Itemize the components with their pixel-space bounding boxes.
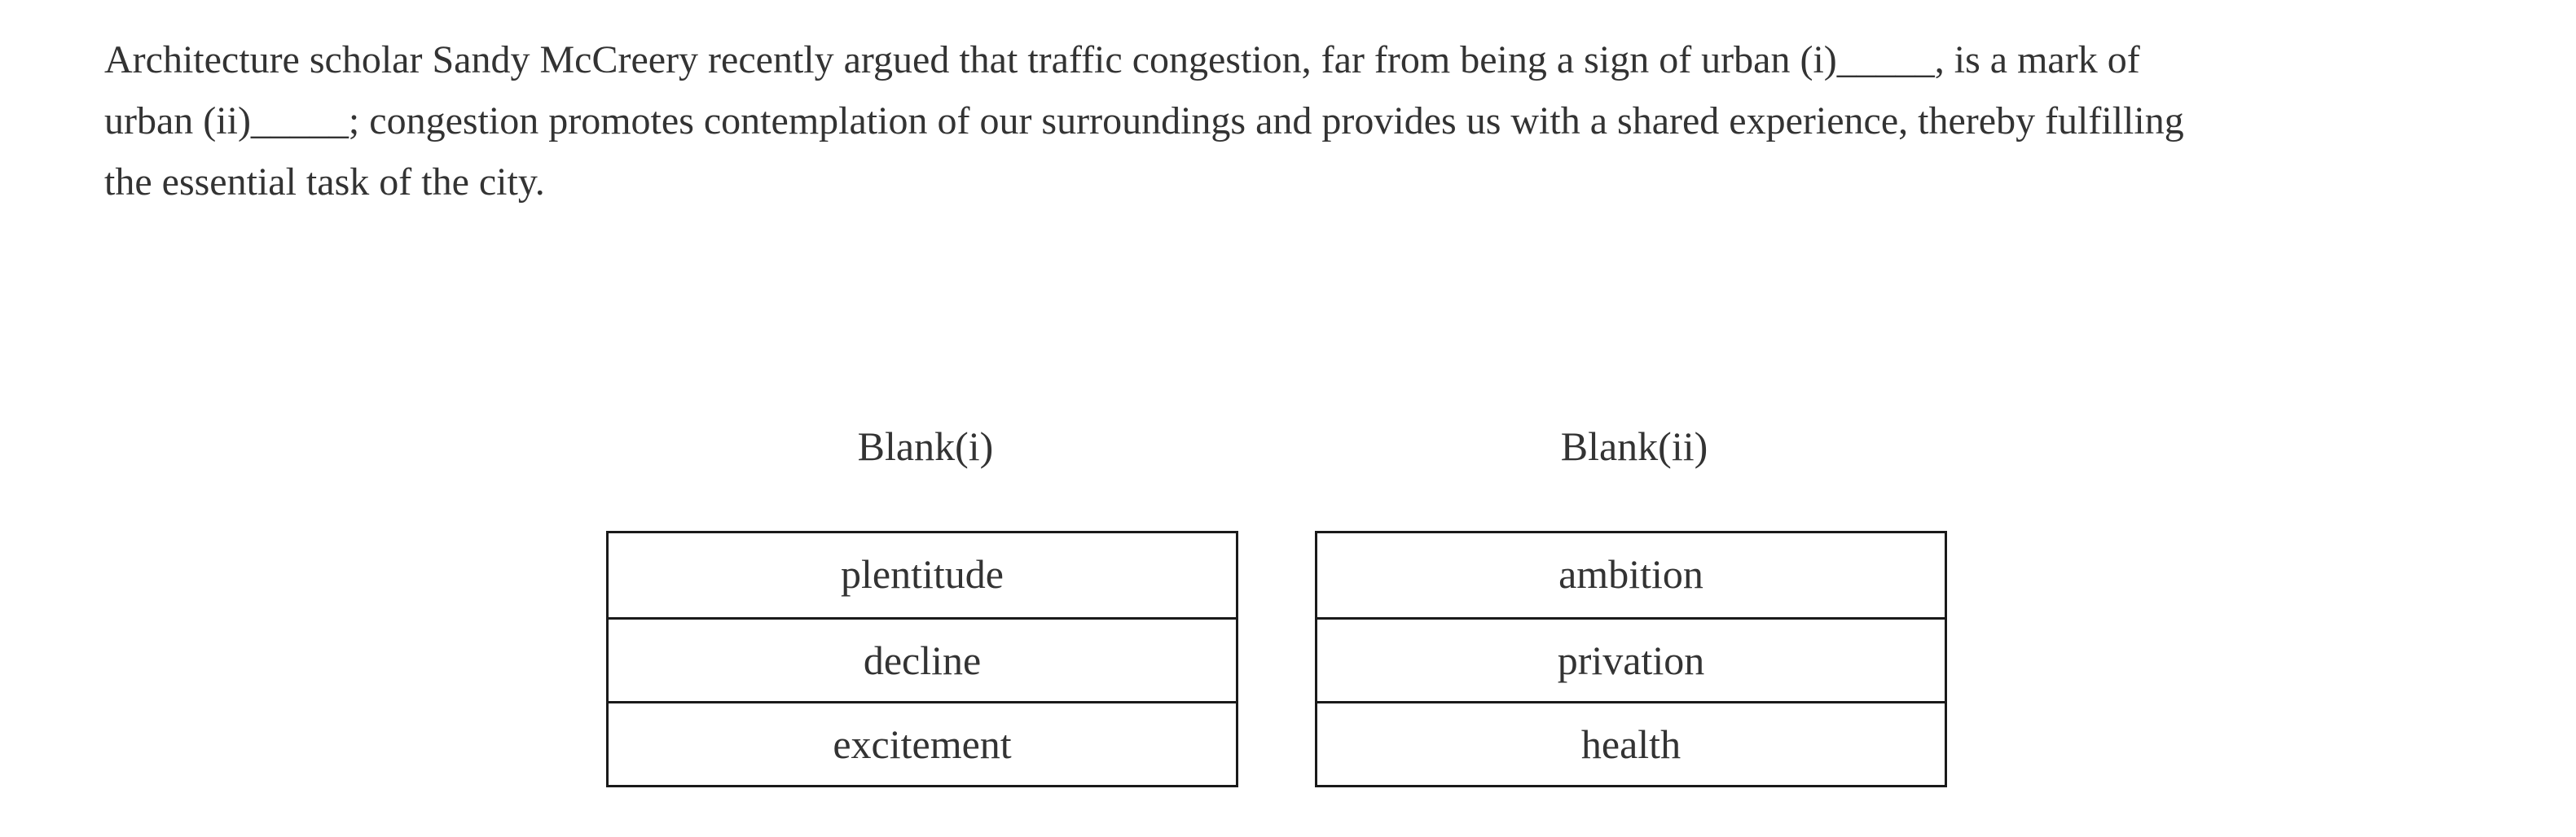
choice-privation[interactable]: privation [1317,617,1945,701]
question-line: urban (ii)_____; congestion promotes contemplation of our surroundings and provides us with a shared experience, thereby fulfilling [104,99,2184,142]
choice-decline[interactable]: decline [609,617,1236,701]
choice-excitement[interactable]: excitement [609,701,1236,785]
blank-i-header: Blank(i) [857,423,994,469]
choice-ambition[interactable]: ambition [1558,551,1703,597]
choice-plentitude[interactable]: plentitude [841,551,1004,597]
blank-ii-choices [1315,531,1947,787]
blank-i-choices [606,531,1238,787]
question-line: Architecture scholar Sandy McCreery recently argued that traffic congestion, far from being a sign of urban (i)_____, is a mark of [104,38,2140,81]
blank-ii-header: Blank(ii) [1560,423,1708,469]
blank-i-column [606,407,1238,787]
blank-ii-column [1315,407,1947,787]
question-line: the essential task of the city. [104,160,545,204]
answer-columns [606,407,1947,787]
question-text [104,29,2451,213]
choice-health[interactable]: health [1317,701,1945,785]
